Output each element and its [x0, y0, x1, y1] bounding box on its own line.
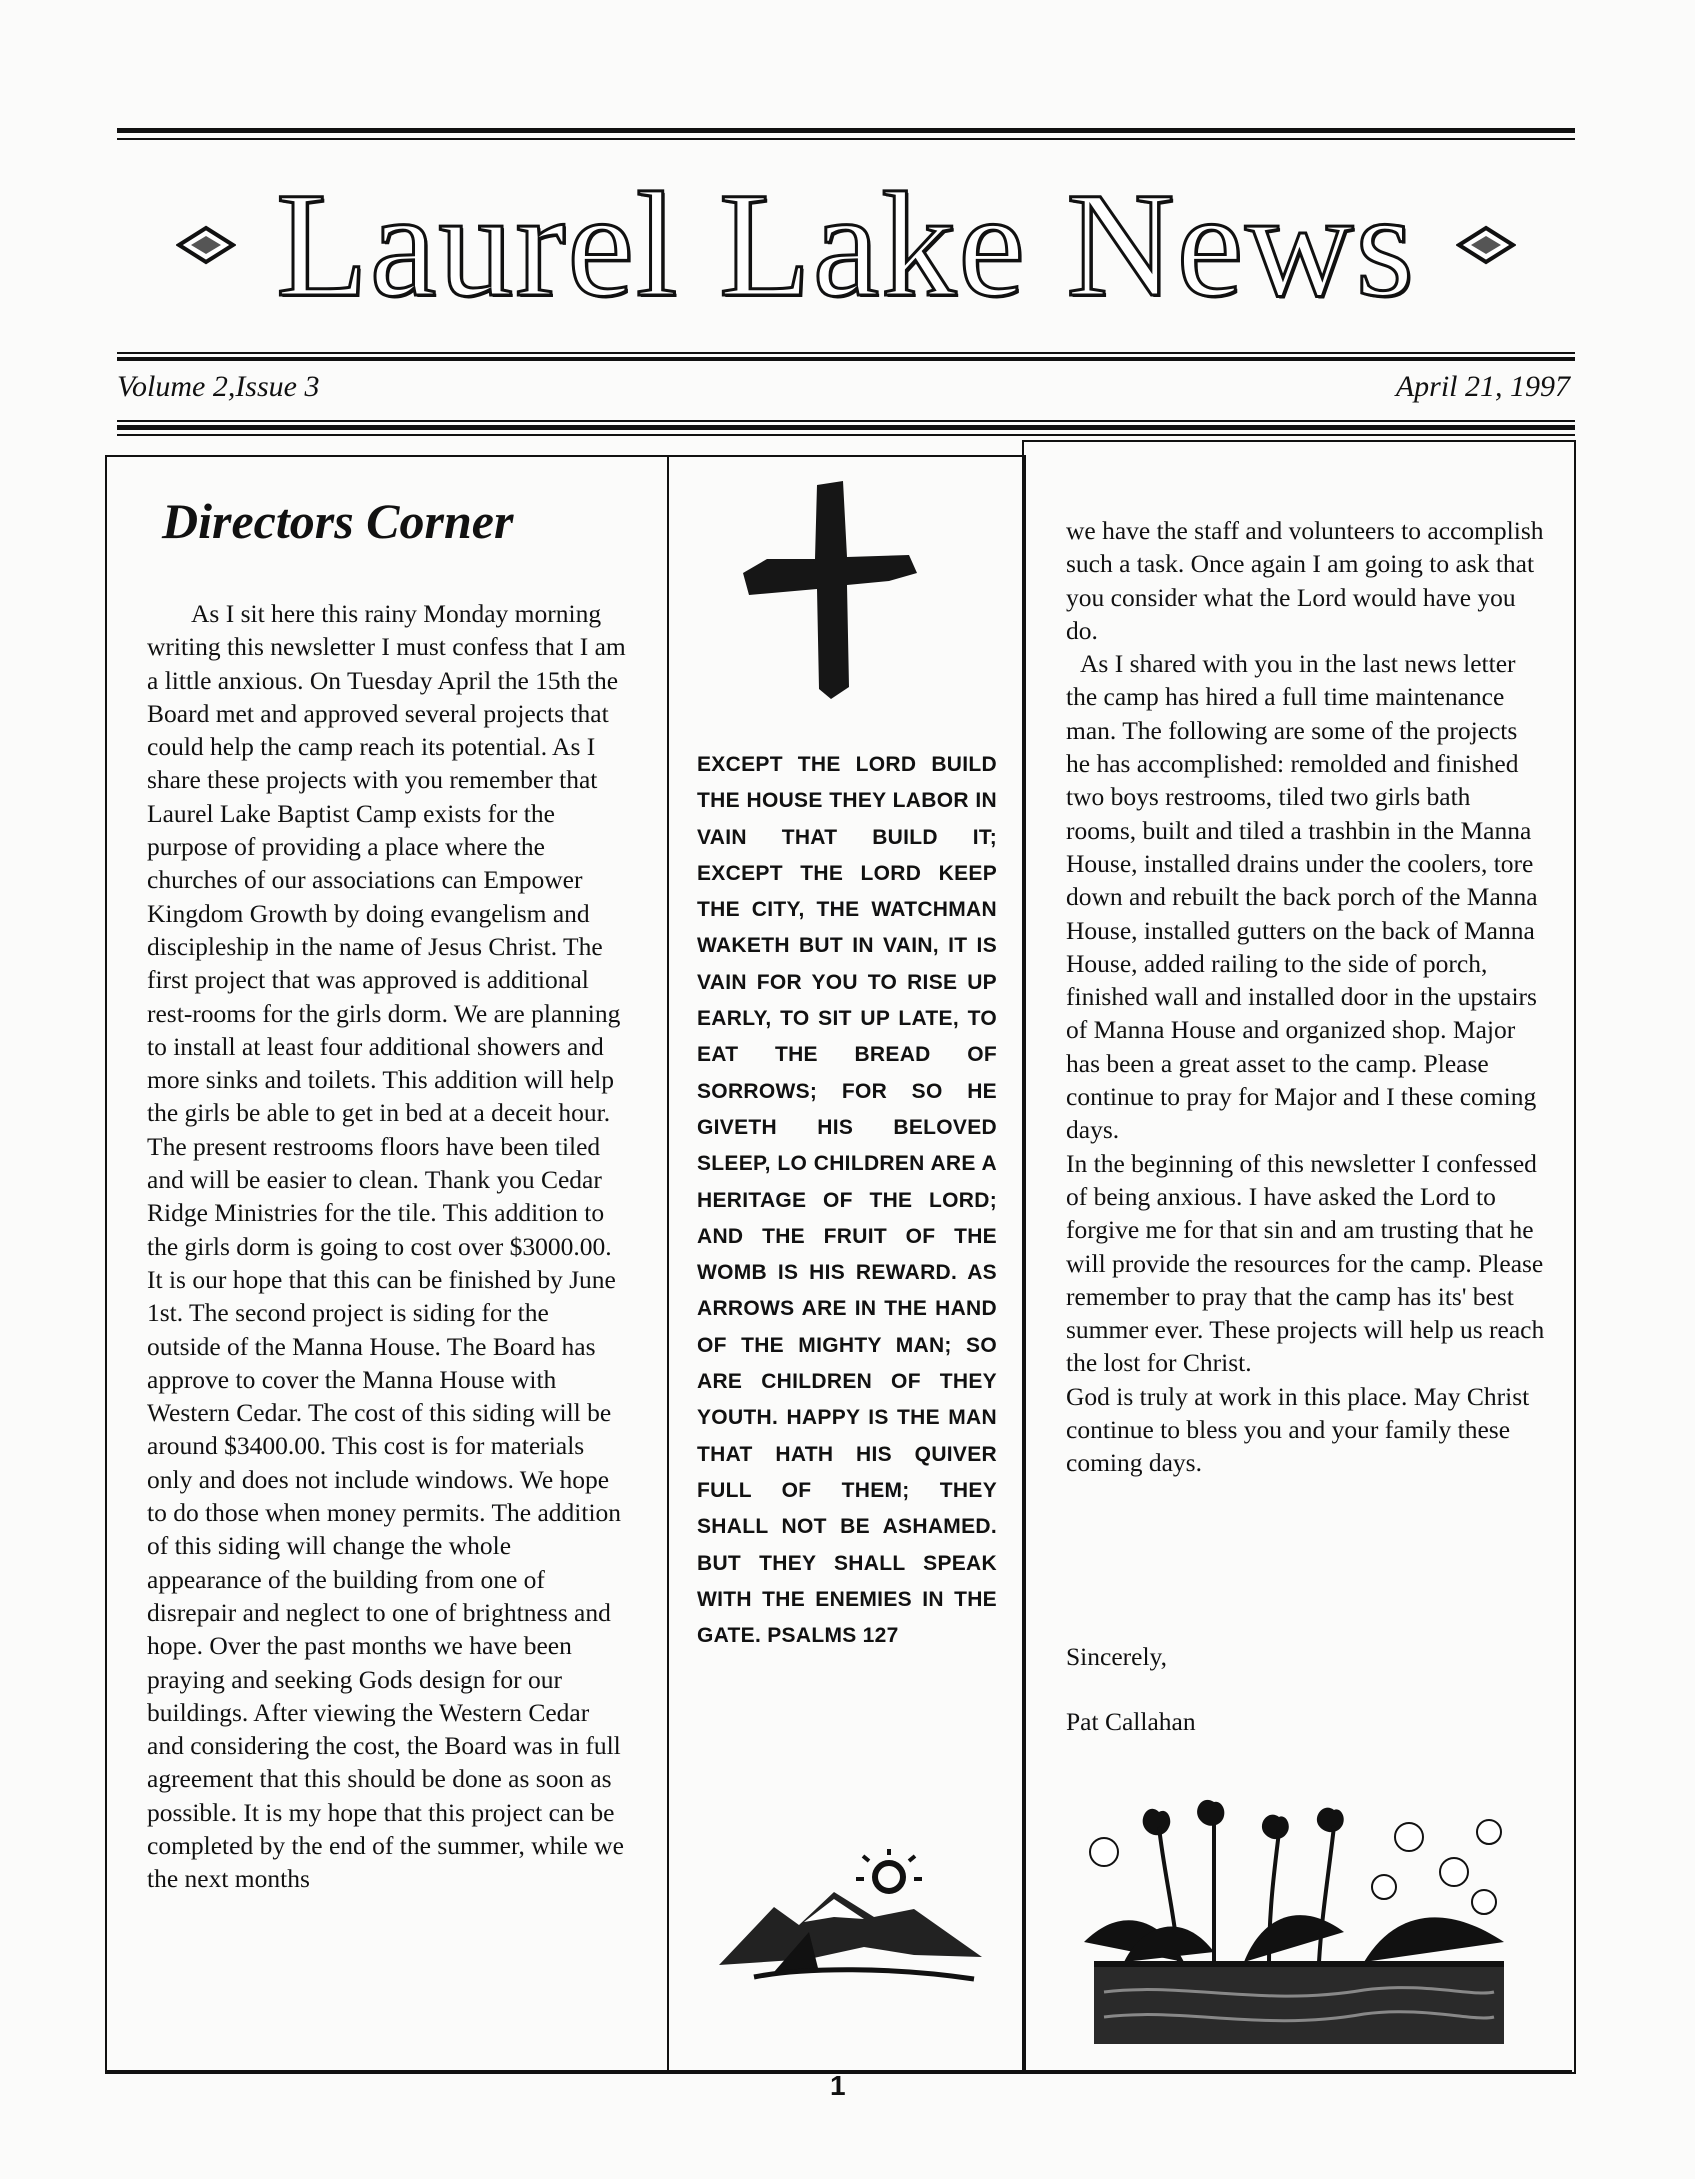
directors-corner-text — [147, 597, 627, 1896]
continued-column — [1022, 440, 1576, 2074]
continued-paragraph-3: In the beginning of this newsletter I confessed of being anxious. I have asked the Lord to forgive me for that sin and am trusting that he will provide the resources for the camp. Please remember to pray that the camp has its' best summer ever. These projects will help us reach the lost for Christ. — [1066, 1148, 1545, 1378]
top-rule-thick — [117, 128, 1575, 133]
scripture-column — [667, 455, 1026, 2074]
continued-text — [1066, 514, 1546, 1480]
masthead-rule-1 — [117, 352, 1575, 354]
newsletter-title: Laurel Lake News — [276, 162, 1416, 328]
issue-rule-3 — [117, 434, 1575, 436]
signature: Pat Callahan — [1066, 1707, 1196, 1736]
directors-corner-heading: Directors Corner — [162, 493, 514, 549]
page-number: 1 — [830, 2070, 846, 2101]
mountain-sun-icon — [714, 1847, 994, 1987]
diamond-ornament-icon — [176, 225, 236, 265]
issue-rule-2 — [117, 425, 1575, 430]
continued-paragraph-1: we have the staff and volunteers to accomplish such a task. Once again I am going to ask that you consider what the Lord would have you do. — [1066, 516, 1544, 645]
top-rule-thin — [117, 138, 1575, 140]
flower-box-icon — [1064, 1792, 1534, 2052]
scripture-text: EXCEPT THE LORD BUILD THE HOUSE THEY LABOR IN VAIN THAT BUILD IT; EXCEPT THE LORD KEEP THE CITY, THE WATCHMAN WAKETH BUT IN VAIN, IT IS VAIN FOR YOU TO RISE UP EARLY, TO SIT UP LATE, TO EAT THE BREAD OF SORROWS; FOR SO HE GIVETH HIS BELOVED SLEEP, LO CHILDREN ARE A HERITAGE OF THE LORD; AND THE FRUIT OF THE WOMB IS HIS REWARD. AS ARROWS ARE IN THE HAND OF THE MIGHTY MAN; SO ARE CHILDREN OF THEY YOUTH. HAPPY IS THE MAN THAT HATH HIS QUIVER FULL OF THEM; THEY SHALL NOT BE ASHAMED. BUT THEY SHALL SPEAK WITH THE ENEMIES IN THE GATE. PSALMS 127 — [697, 753, 997, 1648]
directors-corner-column — [105, 455, 669, 2074]
continued-paragraph-4: God is truly at work in this place. May Christ continue to bless you and your family these coming days. — [1066, 1381, 1530, 1478]
issue-date: April 21, 1997 — [1395, 370, 1570, 403]
masthead — [117, 160, 1575, 330]
directors-corner-paragraph: As I sit here this rainy Monday morning writing this newsletter I must confess that I am a little anxious. On Tuesday April the 15th the Board met and approved several projects that could help the camp reach its potential. As I share these projects with you remember that Laurel Lake Baptist Camp exists for the purpose of providing a place where the churches of our associations can Empower Kingdom Growth by doing evangelism and discipleship in the name of Jesus Christ. The first project that was approved is additional rest-rooms for the girls dorm. We are planning to install at least four additional showers and more sinks and toilets. This addition will help the girls be able to get in bed at a deceit hour. The present restrooms floors have been tiled and will be easier to clean. Thank you Cedar Ridge Ministries for the tile. This addition to the girls dorm is going to cost over $3000.00. It is our hope that this can be finished by June 1st. The second project is siding for the outside of the Manna House. The Board has approve to cover the Manna House with Western Cedar. The cost of this siding will be around $3400.00. This cost is for materials only and does not include windows. We hope to do those when money permits. The addition of this siding will change the whole appearance of the building from one of disrepair and neglect to one of brightness and hope. Over the past months we have been praying and seeking Gods design for our buildings. After viewing the Western Cedar and considering the cost, the Board was in full agreement that this should be done as soon as possible. It is my hope that this project can be completed by the end of the summer, while we the next months — [147, 599, 626, 1894]
issue-rule-1 — [117, 420, 1575, 422]
closing: Sincerely, — [1066, 1642, 1168, 1671]
diamond-ornament-icon — [1456, 225, 1516, 265]
masthead-rule-2 — [117, 357, 1575, 361]
volume-issue: Volume 2,Issue 3 — [117, 370, 320, 403]
cross-icon — [739, 477, 939, 717]
continued-paragraph-2: As I shared with you in the last news letter the camp has hired a full time maintenance man. The following are some of the projects he has accomplished: remolded and finished two boys restrooms, tiled two girls bath rooms, built and tiled a trashbin in the Manna House, installed drains under the coolers, tore down and rebuilt the back porch of the Manna House, installed gutters on the back of Manna House, added railing to the side of porch, finished wall and installed door in the upstairs of Manna House and organized shop. Major has been a great asset to the camp. Please continue to pray for Major and I these coming days. — [1066, 649, 1538, 1145]
